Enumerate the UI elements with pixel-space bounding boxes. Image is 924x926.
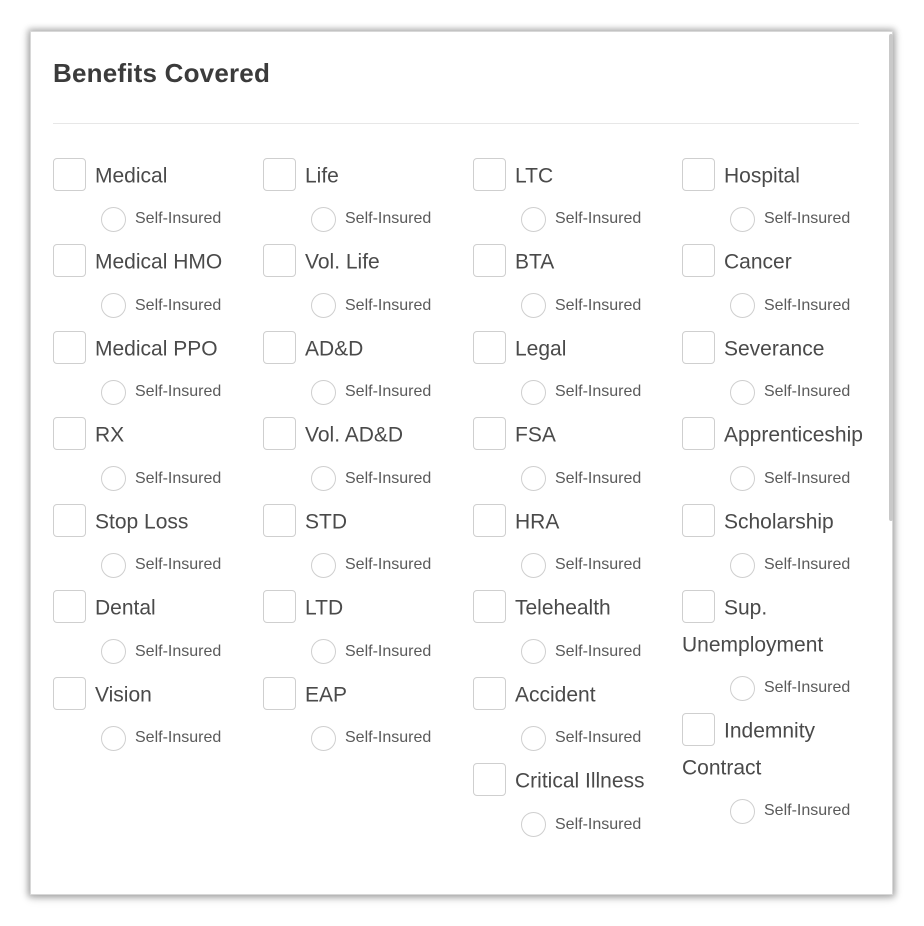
self-insured-option-indemnity-contract[interactable] [730,786,882,836]
self-insured-label: Self-Insured [345,556,432,574]
benefit-item-ltd [263,590,463,676]
self-insured-radio-cancer[interactable] [730,293,755,318]
benefit-label-dental: Dental [95,596,156,620]
self-insured-radio-legal[interactable] [521,380,546,405]
benefit-checkbox-medical-ppo[interactable] [53,331,86,364]
self-insured-label: Self-Insured [555,556,642,574]
benefit-label-life: Life [305,164,339,188]
self-insured-option-ltc[interactable] [521,194,673,244]
self-insured-radio-adandd[interactable] [311,380,336,405]
benefit-checkbox-indemnity-contract[interactable] [682,713,715,746]
self-insured-radio-scholarship[interactable] [730,553,755,578]
benefit-item-vol-life [263,244,463,330]
benefit-option-hospital[interactable] [682,158,882,194]
benefit-checkbox-dental[interactable] [53,590,86,623]
benefit-item-scholarship [682,504,882,590]
self-insured-radio-hospital[interactable] [730,207,755,232]
benefit-label-ltc: LTC [515,164,554,188]
benefit-option-apprenticeship[interactable] [682,417,882,453]
self-insured-radio-rx[interactable] [101,466,126,491]
benefit-checkbox-telehealth[interactable] [473,590,506,623]
self-insured-label: Self-Insured [764,679,851,697]
benefit-option-severance[interactable] [682,331,882,367]
self-insured-radio-life[interactable] [311,207,336,232]
self-insured-radio-vision[interactable] [101,726,126,751]
benefit-option-medical-hmo[interactable] [53,244,253,280]
benefit-item-ltc [473,158,673,244]
benefit-checkbox-medical-hmo[interactable] [53,244,86,277]
self-insured-option-vol-adandd[interactable] [311,454,463,504]
benefit-checkbox-scholarship[interactable] [682,504,715,537]
benefit-option-life[interactable] [263,158,463,194]
benefit-checkbox-rx[interactable] [53,417,86,450]
benefit-checkbox-adandd[interactable] [263,331,296,364]
self-insured-label: Self-Insured [555,815,642,833]
self-insured-label: Self-Insured [135,642,222,660]
benefit-checkbox-vol-adandd[interactable] [263,417,296,450]
self-insured-option-medical-hmo[interactable] [101,281,253,331]
self-insured-option-bta[interactable] [521,281,673,331]
self-insured-radio-std[interactable] [311,553,336,578]
self-insured-label: Self-Insured [555,642,642,660]
benefit-item-apprenticeship [682,417,882,503]
self-insured-label: Self-Insured [555,383,642,401]
self-insured-label: Self-Insured [345,469,432,487]
self-insured-label: Self-Insured [135,556,222,574]
self-insured-option-dental[interactable] [101,627,253,677]
benefit-checkbox-cancer[interactable] [682,244,715,277]
benefit-checkbox-fsa[interactable] [473,417,506,450]
self-insured-option-sup-unemployment[interactable] [730,663,882,713]
benefit-column-1 [53,158,253,763]
self-insured-label: Self-Insured [345,642,432,660]
self-insured-label: Self-Insured [345,383,432,401]
benefit-label-medical: Medical [95,164,168,188]
self-insured-label: Self-Insured [555,296,642,314]
benefit-label-vol-adandd: Vol. AD&D [305,423,404,447]
self-insured-option-hospital[interactable] [730,194,882,244]
self-insured-label: Self-Insured [135,296,222,314]
benefit-item-cancer [682,244,882,330]
benefit-option-fsa[interactable] [473,417,673,453]
benefit-label-adandd: AD&D [305,337,364,361]
benefit-checkbox-medical[interactable] [53,158,86,191]
self-insured-radio-medical[interactable] [101,207,126,232]
benefit-label-stop-loss: Stop Loss [95,510,189,534]
self-insured-radio-severance[interactable] [730,380,755,405]
benefit-label-ltd: LTD [305,596,344,620]
self-insured-option-accident[interactable] [521,713,673,763]
benefit-item-fsa [473,417,673,503]
benefit-checkbox-ltc[interactable] [473,158,506,191]
benefit-checkbox-stop-loss[interactable] [53,504,86,537]
self-insured-option-critical-illness[interactable] [521,800,673,850]
benefit-item-std [263,504,463,590]
benefit-column-3 [473,158,673,850]
benefit-option-bta[interactable] [473,244,673,280]
benefit-item-accident [473,677,673,763]
benefit-item-legal [473,331,673,417]
benefit-checkbox-eap[interactable] [263,677,296,710]
self-insured-radio-accident[interactable] [521,726,546,751]
benefit-checkbox-vol-life[interactable] [263,244,296,277]
benefit-checkbox-life[interactable] [263,158,296,191]
benefit-label-sup-unemployment: Sup. Unemployment [682,596,824,657]
self-insured-radio-ltd[interactable] [311,639,336,664]
self-insured-radio-vol-adandd[interactable] [311,466,336,491]
benefit-option-eap[interactable] [263,677,463,713]
benefit-label-apprenticeship: Apprenticeship [724,423,863,447]
self-insured-option-severance[interactable] [730,367,882,417]
benefit-item-hospital [682,158,882,244]
benefit-checkbox-bta[interactable] [473,244,506,277]
self-insured-label: Self-Insured [345,210,432,228]
scrollbar-thumb[interactable] [889,34,893,521]
benefit-option-medical-ppo[interactable] [53,331,253,367]
self-insured-radio-bta[interactable] [521,293,546,318]
benefit-checkbox-sup-unemployment[interactable] [682,590,715,623]
benefit-checkbox-hospital[interactable] [682,158,715,191]
self-insured-label: Self-Insured [135,729,222,747]
benefit-item-vision [53,677,253,763]
benefit-item-severance [682,331,882,417]
benefit-item-adandd [263,331,463,417]
benefit-option-dental[interactable] [53,590,253,626]
benefit-label-vol-life: Vol. Life [305,250,380,274]
self-insured-option-std[interactable] [311,540,463,590]
benefit-label-std: STD [305,510,347,534]
self-insured-label: Self-Insured [764,383,851,401]
benefit-checkbox-severance[interactable] [682,331,715,364]
benefit-item-medical-ppo [53,331,253,417]
self-insured-label: Self-Insured [764,469,851,487]
benefit-item-stop-loss [53,504,253,590]
self-insured-label: Self-Insured [555,210,642,228]
self-insured-option-cancer[interactable] [730,281,882,331]
benefit-item-eap [263,677,463,763]
self-insured-option-life[interactable] [311,194,463,244]
benefit-option-ltc[interactable] [473,158,673,194]
title-divider [53,123,859,124]
benefit-label-severance: Severance [724,337,825,361]
self-insured-option-medical[interactable] [101,194,253,244]
self-insured-radio-stop-loss[interactable] [101,553,126,578]
benefit-checkbox-ltd[interactable] [263,590,296,623]
self-insured-label: Self-Insured [345,729,432,747]
self-insured-radio-dental[interactable] [101,639,126,664]
self-insured-label: Self-Insured [764,296,851,314]
self-insured-label: Self-Insured [345,296,432,314]
benefit-option-critical-illness[interactable] [473,763,673,799]
benefit-label-critical-illness: Critical Illness [515,769,645,793]
self-insured-option-telehealth[interactable] [521,627,673,677]
benefit-label-legal: Legal [515,337,567,361]
self-insured-radio-medical-ppo[interactable] [101,380,126,405]
self-insured-option-fsa[interactable] [521,454,673,504]
self-insured-option-vol-life[interactable] [311,281,463,331]
benefit-option-vol-life[interactable] [263,244,463,280]
benefit-option-scholarship[interactable] [682,504,882,540]
benefit-label-accident: Accident [515,683,596,707]
panel-title: Benefits Covered [53,58,271,88]
self-insured-label: Self-Insured [135,383,222,401]
benefit-checkbox-critical-illness[interactable] [473,763,506,796]
benefit-item-life [263,158,463,244]
benefit-label-scholarship: Scholarship [724,510,834,534]
self-insured-radio-eap[interactable] [311,726,336,751]
self-insured-radio-vol-life[interactable] [311,293,336,318]
self-insured-label: Self-Insured [135,469,222,487]
benefit-item-hra [473,504,673,590]
benefit-option-sup-unemployment[interactable] [682,590,882,663]
benefit-item-bta [473,244,673,330]
benefit-label-rx: RX [95,423,125,447]
benefit-item-indemnity-contract [682,713,882,836]
self-insured-radio-medical-hmo[interactable] [101,293,126,318]
benefit-checkbox-apprenticeship[interactable] [682,417,715,450]
self-insured-label: Self-Insured [764,802,851,820]
self-insured-radio-sup-unemployment[interactable] [730,676,755,701]
benefit-label-cancer: Cancer [724,250,792,274]
self-insured-radio-critical-illness[interactable] [521,812,546,837]
benefit-label-vision: Vision [95,683,152,707]
benefit-option-cancer[interactable] [682,244,882,280]
benefit-item-critical-illness [473,763,673,849]
benefit-option-ltd[interactable] [263,590,463,626]
self-insured-option-vision[interactable] [101,713,253,763]
benefit-label-bta: BTA [515,250,555,274]
benefit-checkbox-legal[interactable] [473,331,506,364]
self-insured-radio-ltc[interactable] [521,207,546,232]
benefit-checkbox-std[interactable] [263,504,296,537]
self-insured-radio-apprenticeship[interactable] [730,466,755,491]
benefit-label-hra: HRA [515,510,560,534]
benefits-panel [30,31,893,895]
self-insured-option-rx[interactable] [101,454,253,504]
benefit-label-hospital: Hospital [724,164,800,188]
benefit-label-medical-ppo: Medical PPO [95,337,218,361]
benefit-label-medical-hmo: Medical HMO [95,250,223,274]
benefit-label-eap: EAP [305,683,348,707]
self-insured-label: Self-Insured [764,210,851,228]
self-insured-label: Self-Insured [555,469,642,487]
benefit-option-stop-loss[interactable] [53,504,253,540]
benefit-option-legal[interactable] [473,331,673,367]
benefit-option-std[interactable] [263,504,463,540]
self-insured-option-stop-loss[interactable] [101,540,253,590]
self-insured-option-hra[interactable] [521,540,673,590]
benefit-option-indemnity-contract[interactable] [682,713,882,786]
self-insured-radio-indemnity-contract[interactable] [730,799,755,824]
self-insured-option-legal[interactable] [521,367,673,417]
self-insured-option-apprenticeship[interactable] [730,454,882,504]
self-insured-label: Self-Insured [555,729,642,747]
benefit-label-telehealth: Telehealth [515,596,611,620]
self-insured-option-scholarship[interactable] [730,540,882,590]
self-insured-label: Self-Insured [135,210,222,228]
self-insured-option-adandd[interactable] [311,367,463,417]
benefit-checkbox-accident[interactable] [473,677,506,710]
benefit-item-telehealth [473,590,673,676]
benefit-label-indemnity-contract: Indemnity Contract [682,719,816,780]
self-insured-radio-fsa[interactable] [521,466,546,491]
benefit-option-medical[interactable] [53,158,253,194]
benefit-option-rx[interactable] [53,417,253,453]
benefit-column-2 [263,158,463,763]
self-insured-option-ltd[interactable] [311,627,463,677]
benefit-item-medical-hmo [53,244,253,330]
benefit-option-hra[interactable] [473,504,673,540]
benefit-label-fsa: FSA [515,423,556,447]
benefit-item-medical [53,158,253,244]
benefit-checkbox-vision[interactable] [53,677,86,710]
self-insured-radio-hra[interactable] [521,553,546,578]
self-insured-radio-telehealth[interactable] [521,639,546,664]
benefit-item-sup-unemployment [682,590,882,713]
benefit-option-telehealth[interactable] [473,590,673,626]
self-insured-option-eap[interactable] [311,713,463,763]
benefit-item-dental [53,590,253,676]
benefit-item-vol-adandd [263,417,463,503]
benefit-option-adandd[interactable] [263,331,463,367]
benefit-item-rx [53,417,253,503]
self-insured-label: Self-Insured [764,556,851,574]
benefit-option-accident[interactable] [473,677,673,713]
benefit-option-vision[interactable] [53,677,253,713]
benefit-column-4 [682,158,882,836]
self-insured-option-medical-ppo[interactable] [101,367,253,417]
benefit-option-vol-adandd[interactable] [263,417,463,453]
benefit-checkbox-hra[interactable] [473,504,506,537]
